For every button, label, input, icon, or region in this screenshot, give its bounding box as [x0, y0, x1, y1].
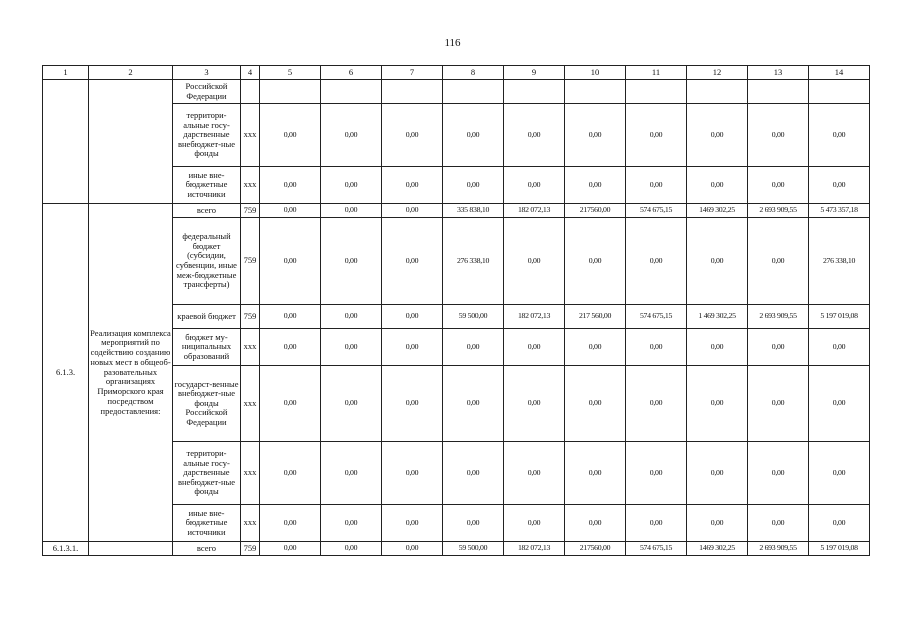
amount-cell: 0,00: [321, 542, 382, 556]
column-header: 9: [504, 66, 565, 80]
amount-cell: 0,00: [626, 442, 687, 505]
amount-cell: 1 469 302,25: [687, 305, 748, 329]
column-header: 10: [565, 66, 626, 80]
row-code: [43, 80, 89, 204]
amount-cell: 0,00: [260, 442, 321, 505]
amount-cell: 5 197 019,08: [809, 305, 870, 329]
amount-cell: 0,00: [565, 104, 626, 167]
kbk-code: ххх: [241, 442, 260, 505]
funding-source: территори-альные госу-дарственные внебюджет-ные фонды: [173, 104, 241, 167]
column-header: 14: [809, 66, 870, 80]
amount-cell: 0,00: [504, 329, 565, 366]
funding-source: иные вне-бюджетные источники: [173, 167, 241, 204]
amount-cell: [504, 80, 565, 104]
amount-cell: 0,00: [321, 218, 382, 305]
kbk-code: ххх: [241, 167, 260, 204]
amount-cell: 0,00: [809, 442, 870, 505]
amount-cell: 0,00: [504, 505, 565, 542]
amount-cell: 217560,00: [565, 542, 626, 556]
amount-cell: 0,00: [504, 104, 565, 167]
column-header: 13: [748, 66, 809, 80]
amount-cell: 574 675,15: [626, 305, 687, 329]
amount-cell: 5 473 357,18: [809, 204, 870, 218]
amount-cell: 0,00: [748, 442, 809, 505]
amount-cell: 0,00: [687, 104, 748, 167]
column-header: 1: [43, 66, 89, 80]
amount-cell: 182 072,13: [504, 305, 565, 329]
amount-cell: 0,00: [687, 505, 748, 542]
amount-cell: 2 693 909,55: [748, 542, 809, 556]
amount-cell: 2 693 909,55: [748, 305, 809, 329]
amount-cell: 0,00: [382, 366, 443, 442]
amount-cell: 0,00: [687, 329, 748, 366]
kbk-code: ххх: [241, 104, 260, 167]
kbk-code: ххх: [241, 329, 260, 366]
funding-source: бюджет му-ниципальных образований: [173, 329, 241, 366]
amount-cell: 574 675,15: [626, 542, 687, 556]
amount-cell: 0,00: [748, 329, 809, 366]
amount-cell: [626, 80, 687, 104]
amount-cell: 0,00: [382, 305, 443, 329]
amount-cell: 0,00: [504, 167, 565, 204]
amount-cell: 0,00: [809, 167, 870, 204]
amount-cell: 0,00: [626, 167, 687, 204]
amount-cell: 217 560,00: [565, 305, 626, 329]
column-header: 5: [260, 66, 321, 80]
amount-cell: 335 838,10: [443, 204, 504, 218]
amount-cell: 0,00: [687, 442, 748, 505]
amount-cell: 0,00: [748, 505, 809, 542]
kbk-code: 759: [241, 542, 260, 556]
kbk-code: 759: [241, 305, 260, 329]
row-name: Реализация комплекса мероприятий по содействию созданию новых мест в общеоб-разовательных организациях Приморского края посредством предоставления:: [89, 204, 173, 542]
amount-cell: 0,00: [504, 442, 565, 505]
table-row: [43, 542, 870, 556]
row-code: 6.1.3.: [43, 204, 89, 542]
page-number: 116: [444, 37, 461, 49]
table-row: [43, 80, 870, 104]
amount-cell: 0,00: [321, 442, 382, 505]
column-header: 2: [89, 66, 173, 80]
amount-cell: 0,00: [260, 366, 321, 442]
funding-source: территори-альные госу-дарственные внебюджет-ные фонды: [173, 442, 241, 505]
amount-cell: 1469 302,25: [687, 204, 748, 218]
kbk-code: [241, 80, 260, 104]
amount-cell: 0,00: [626, 104, 687, 167]
column-header: 7: [382, 66, 443, 80]
amount-cell: 0,00: [687, 167, 748, 204]
amount-cell: 0,00: [382, 329, 443, 366]
amount-cell: 0,00: [382, 505, 443, 542]
amount-cell: 0,00: [321, 204, 382, 218]
amount-cell: 0,00: [260, 104, 321, 167]
amount-cell: 0,00: [748, 167, 809, 204]
amount-cell: 0,00: [260, 167, 321, 204]
amount-cell: 0,00: [504, 218, 565, 305]
amount-cell: 1469 302,25: [687, 542, 748, 556]
row-name: [89, 542, 173, 556]
amount-cell: [809, 80, 870, 104]
amount-cell: 0,00: [321, 104, 382, 167]
amount-cell: [443, 80, 504, 104]
column-header: 11: [626, 66, 687, 80]
row-code: 6.1.3.1.: [43, 542, 89, 556]
amount-cell: 574 675,15: [626, 204, 687, 218]
column-number-row: [43, 66, 870, 80]
amount-cell: 0,00: [748, 218, 809, 305]
funding-source: всего: [173, 542, 241, 556]
funding-source: федеральный бюджет (субсидии, субвенции, иные меж-бюджетные трансферты): [173, 218, 241, 305]
column-header: 6: [321, 66, 382, 80]
amount-cell: 0,00: [626, 218, 687, 305]
amount-cell: 0,00: [565, 505, 626, 542]
amount-cell: 59 500,00: [443, 305, 504, 329]
kbk-code: 759: [241, 204, 260, 218]
amount-cell: 0,00: [382, 542, 443, 556]
amount-cell: 0,00: [565, 329, 626, 366]
amount-cell: 0,00: [565, 442, 626, 505]
amount-cell: 0,00: [809, 329, 870, 366]
amount-cell: 0,00: [565, 167, 626, 204]
amount-cell: 0,00: [382, 442, 443, 505]
amount-cell: 0,00: [504, 366, 565, 442]
amount-cell: 0,00: [260, 329, 321, 366]
amount-cell: 0,00: [443, 442, 504, 505]
column-header: 12: [687, 66, 748, 80]
amount-cell: 0,00: [809, 104, 870, 167]
amount-cell: 0,00: [260, 542, 321, 556]
kbk-code: ххх: [241, 366, 260, 442]
row-name: [89, 80, 173, 204]
budget-table: [42, 65, 870, 556]
amount-cell: 0,00: [626, 505, 687, 542]
amount-cell: [565, 80, 626, 104]
amount-cell: 0,00: [382, 218, 443, 305]
kbk-code: 759: [241, 218, 260, 305]
amount-cell: 0,00: [626, 329, 687, 366]
amount-cell: 0,00: [443, 167, 504, 204]
amount-cell: 0,00: [260, 204, 321, 218]
kbk-code: ххх: [241, 505, 260, 542]
amount-cell: [260, 80, 321, 104]
amount-cell: 0,00: [443, 104, 504, 167]
amount-cell: 0,00: [382, 104, 443, 167]
amount-cell: 2 693 909,55: [748, 204, 809, 218]
amount-cell: 0,00: [260, 305, 321, 329]
amount-cell: 182 072,13: [504, 204, 565, 218]
column-header: 4: [241, 66, 260, 80]
amount-cell: 59 500,00: [443, 542, 504, 556]
amount-cell: 0,00: [260, 505, 321, 542]
amount-cell: 0,00: [687, 366, 748, 442]
column-header: 3: [173, 66, 241, 80]
amount-cell: 0,00: [443, 505, 504, 542]
amount-cell: 0,00: [565, 366, 626, 442]
amount-cell: 0,00: [748, 104, 809, 167]
funding-source: краевой бюджет: [173, 305, 241, 329]
amount-cell: 0,00: [809, 505, 870, 542]
funding-source: государст-венные внебюджет-ные фонды Российской Федерации: [173, 366, 241, 442]
amount-cell: 0,00: [626, 366, 687, 442]
amount-cell: 0,00: [382, 167, 443, 204]
amount-cell: 0,00: [321, 505, 382, 542]
amount-cell: 0,00: [443, 366, 504, 442]
funding-source: всего: [173, 204, 241, 218]
amount-cell: [321, 80, 382, 104]
amount-cell: 0,00: [443, 329, 504, 366]
amount-cell: 0,00: [809, 366, 870, 442]
amount-cell: 276 338,10: [809, 218, 870, 305]
funding-source: иные вне-бюджетные источники: [173, 505, 241, 542]
amount-cell: 182 072,13: [504, 542, 565, 556]
amount-cell: 217560,00: [565, 204, 626, 218]
amount-cell: 0,00: [321, 167, 382, 204]
amount-cell: 5 197 019,08: [809, 542, 870, 556]
amount-cell: 0,00: [748, 366, 809, 442]
amount-cell: 0,00: [321, 366, 382, 442]
funding-source: Российской Федерации: [173, 80, 241, 104]
amount-cell: [687, 80, 748, 104]
amount-cell: 276 338,10: [443, 218, 504, 305]
amount-cell: 0,00: [321, 329, 382, 366]
amount-cell: 0,00: [565, 218, 626, 305]
column-header: 8: [443, 66, 504, 80]
amount-cell: 0,00: [260, 218, 321, 305]
table-row: [43, 204, 870, 218]
amount-cell: [748, 80, 809, 104]
amount-cell: 0,00: [382, 204, 443, 218]
amount-cell: 0,00: [687, 218, 748, 305]
amount-cell: [382, 80, 443, 104]
amount-cell: 0,00: [321, 305, 382, 329]
